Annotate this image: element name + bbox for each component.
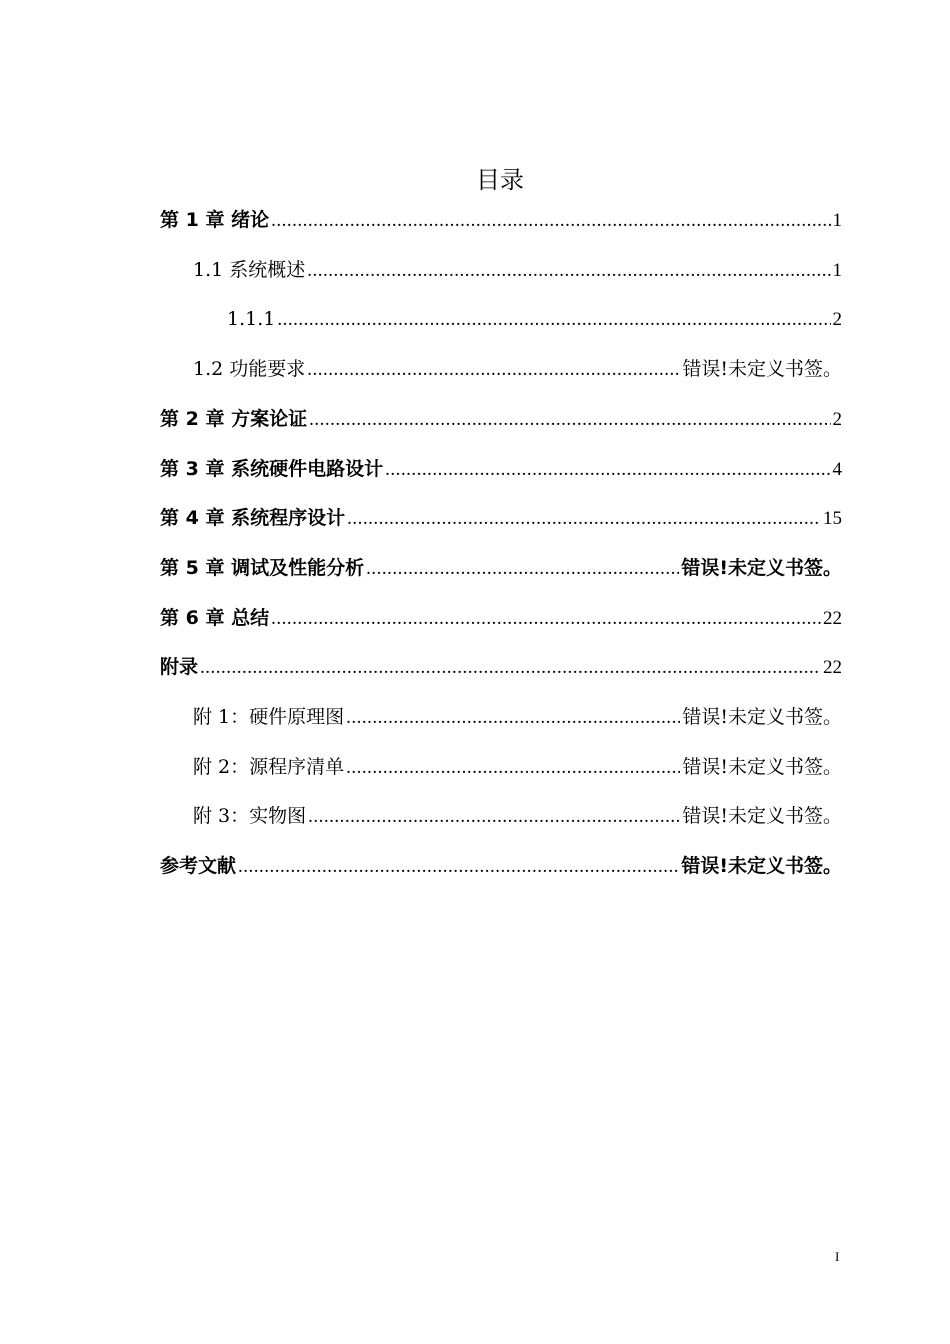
toc-entry[interactable] <box>227 304 842 334</box>
toc-entry-label: 第 2 章 方案论证 <box>160 408 308 430</box>
toc-entry[interactable] <box>160 404 842 434</box>
toc-entry[interactable] <box>193 752 842 782</box>
toc-dot-leader <box>346 753 680 783</box>
toc-entry[interactable] <box>193 702 842 732</box>
toc-dot-leader <box>271 604 821 634</box>
toc-entry-label: 附 2：源程序清单 <box>193 756 345 778</box>
toc-entry-page: 15 <box>823 508 842 529</box>
toc-entry-label: 第 4 章 系统程序设计 <box>160 507 346 529</box>
toc-dot-leader <box>307 256 830 286</box>
toc-entry-label: 参考文献 <box>160 855 237 877</box>
toc-entry[interactable] <box>193 801 842 831</box>
toc-entry-label: 附 1：硬件原理图 <box>193 706 345 728</box>
toc-dot-leader <box>366 554 679 584</box>
toc-dot-leader <box>347 504 821 534</box>
toc-entry-label: 附 3：实物图 <box>193 805 307 827</box>
toc-entry-page: 错误!未定义书签。 <box>682 706 842 728</box>
toc-entry-label: 第 5 章 调试及性能分析 <box>160 557 365 579</box>
toc-entry-label: 第 3 章 系统硬件电路设计 <box>160 458 384 480</box>
toc-dot-leader <box>308 802 680 832</box>
toc-entry-page: 22 <box>823 608 842 629</box>
toc-entry-page: 错误!未定义书签。 <box>682 805 842 827</box>
toc-entry[interactable] <box>193 354 842 384</box>
toc-entry[interactable] <box>160 603 842 633</box>
toc-title: 目录 <box>476 166 524 194</box>
toc-entry[interactable] <box>160 205 842 235</box>
toc-entry-page: 22 <box>823 657 842 678</box>
toc-entry-label: 附录 <box>160 656 199 678</box>
toc-entry-page: 1 <box>832 210 842 231</box>
toc-dot-leader <box>346 703 680 733</box>
toc-entry-label: 1.1 系统概述 <box>193 259 306 281</box>
toc-entry[interactable] <box>160 851 842 881</box>
toc-entry-label: 第 6 章 总结 <box>160 607 270 629</box>
toc-entry[interactable] <box>160 553 842 583</box>
toc-entry-page: 错误!未定义书签。 <box>681 855 842 877</box>
toc-entry-label: 1.2 功能要求 <box>193 358 306 380</box>
toc-dot-leader <box>385 455 830 485</box>
toc-dot-leader <box>238 852 679 882</box>
toc-entry[interactable] <box>160 503 842 533</box>
toc-entry[interactable] <box>160 454 842 484</box>
toc-entry-page: 2 <box>832 309 842 330</box>
toc-entry-page: 2 <box>832 409 842 430</box>
toc-entry[interactable] <box>193 255 842 285</box>
toc-entry-page: 错误!未定义书签。 <box>682 358 842 380</box>
toc-entry-page: 4 <box>832 459 842 480</box>
toc-entry-label: 第 1 章 绪论 <box>160 209 270 231</box>
page-number: I <box>835 1249 840 1264</box>
toc-entry-label: 1.1.1 <box>227 308 276 330</box>
toc-dot-leader <box>271 206 830 236</box>
toc-entry-page: 错误!未定义书签。 <box>681 557 842 579</box>
toc-dot-leader <box>277 305 830 335</box>
toc-entry-page: 错误!未定义书签。 <box>682 756 842 778</box>
toc-dot-leader <box>309 405 830 435</box>
toc-entry[interactable] <box>160 652 842 682</box>
toc-entry-page: 1 <box>832 260 842 281</box>
toc-dot-leader <box>307 355 680 385</box>
toc-dot-leader <box>200 653 821 683</box>
